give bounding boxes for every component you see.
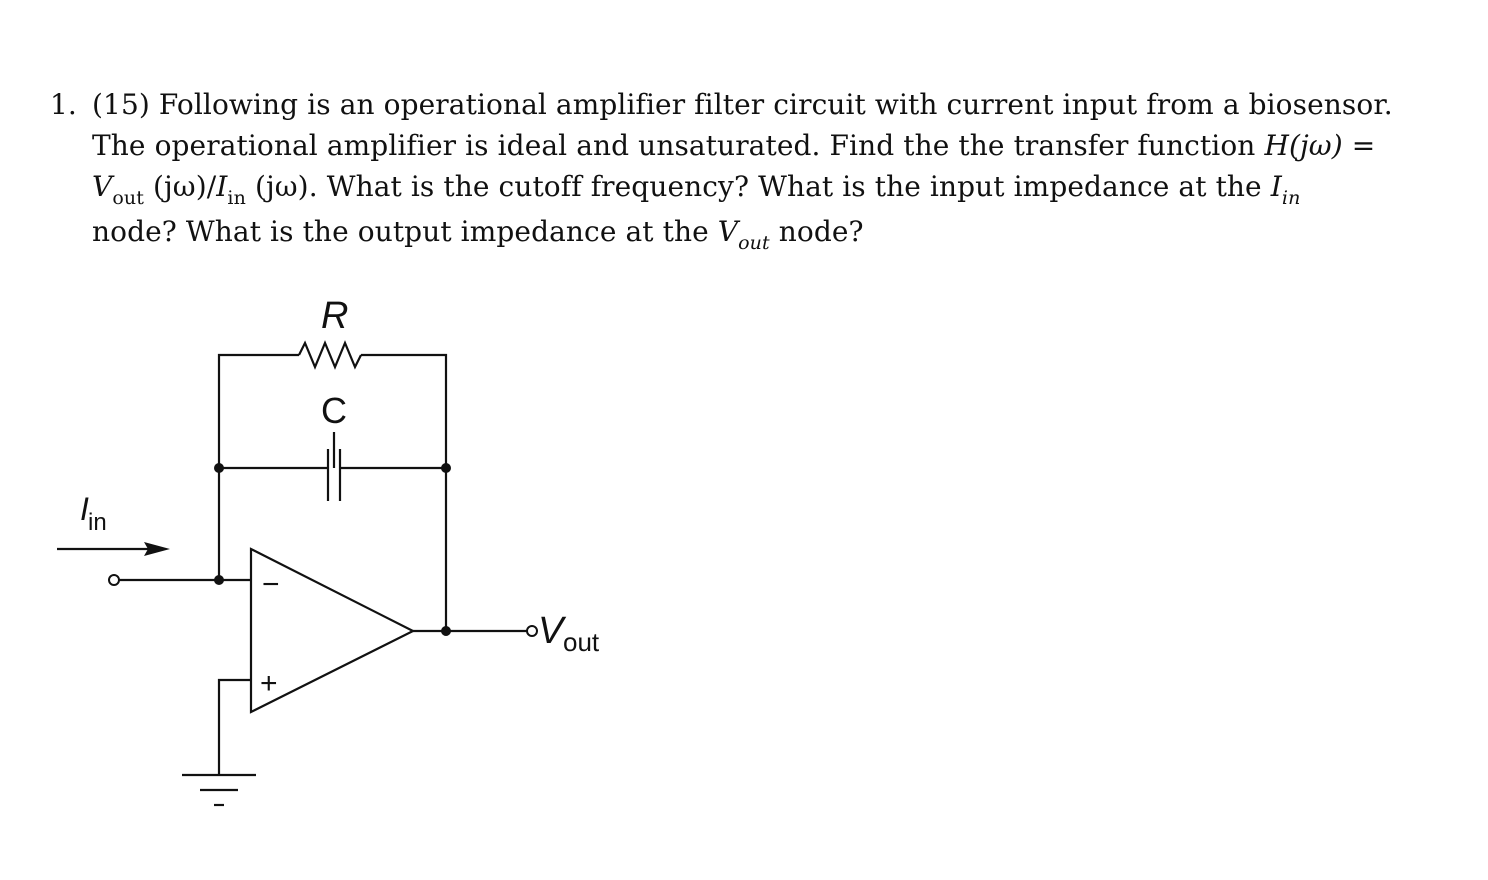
output-terminal	[527, 626, 537, 636]
questions-text: (jω). What is the cutoff frequency? What is the input impedance at the	[245, 170, 1271, 203]
ground-wire	[219, 680, 251, 775]
output-voltage-subscript: out	[563, 627, 600, 657]
feedback-top-wire	[219, 355, 299, 468]
ratio-text: (jω)/	[143, 170, 217, 203]
resistor-symbol	[299, 343, 361, 367]
junction-dot	[214, 575, 224, 585]
vout-symbol: V	[92, 170, 113, 203]
vout-node-subscript: out	[738, 232, 770, 254]
resistor-label: R	[321, 295, 349, 337]
vout-node-symbol: V	[717, 215, 739, 248]
inverting-input-sign: −	[262, 568, 280, 601]
junction-dot	[441, 626, 451, 636]
feedback-right-wire	[361, 355, 446, 631]
problem-intro: Following is an operational amplifier filter circuit with current input from a biosensor.	[158, 88, 1393, 121]
input-current-subscript: in	[88, 509, 107, 536]
iin-node-symbol: I	[1270, 170, 1282, 203]
problem-line-2-text: The operational amplifier is ideal and unsaturated. Find the the transfer function	[92, 129, 1265, 162]
capacitor-label: C	[321, 390, 347, 431]
noninverting-input-sign: +	[260, 667, 278, 700]
junction-dot	[214, 463, 224, 473]
node-question-end: node?	[769, 215, 864, 248]
input-terminal	[109, 575, 119, 585]
problem-points: (15)	[92, 88, 150, 121]
iin-node-subscript: in	[1281, 187, 1301, 209]
vout-subscript: out	[112, 187, 144, 209]
iin-symbol: I	[216, 170, 228, 203]
output-voltage-label: V	[538, 610, 564, 652]
output-question-text: node? What is the output impedance at the	[92, 215, 718, 248]
problem-number: 1.	[50, 88, 77, 121]
iin-subscript: in	[227, 187, 246, 209]
junction-dot	[441, 463, 451, 473]
transfer-function-symbol: H(jω) =	[1264, 129, 1376, 162]
input-current-label: I	[80, 491, 89, 527]
